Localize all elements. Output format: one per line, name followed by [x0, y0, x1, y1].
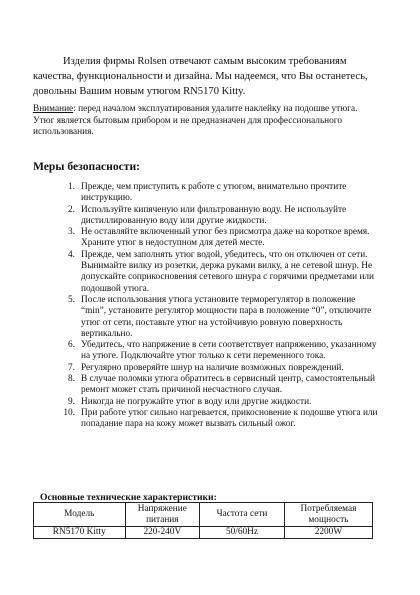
item-text: Прежде, чем заполнять утюг водой, убедитесь, что он отключен от сети. Вынимайте вилку из розетки, держа руками вилку, а не сетевой шнур. Не допускайте соприкосновения сетевого шнура с горячими предметами или подошвой утюга. — [81, 249, 375, 294]
list-item — [57, 363, 379, 374]
intro-paragraph — [33, 54, 381, 99]
warning-label: Внимание — [33, 104, 74, 114]
item-number: 8. — [68, 374, 75, 385]
safety-heading: Меры безопасности: — [33, 160, 140, 173]
item-text: Никогда не погружайте утюг в воду или другие жидкости. — [81, 396, 312, 407]
item-number: 3. — [68, 227, 75, 238]
list-item — [57, 295, 379, 340]
table-row — [34, 527, 373, 539]
item-text: При работе утюг сильно нагревается, прикосновение к подошве утюга или попадание пара на кожу может вызвать сильный ожог. — [81, 407, 378, 430]
warning-block — [33, 104, 385, 139]
item-text: Убедитесь, что напряжение в сети соответствует напряжению, указанному на утюге. Подключайте утюг только к сети переменного тока. — [81, 340, 377, 362]
item-number: 10. — [63, 407, 75, 418]
column-header-power: Потребляемая мощность — [284, 503, 372, 527]
item-text: Не оставляйте включенный утюг без присмотра даже на короткое время. Храните утюг в недоступном для детей месте. — [81, 227, 370, 249]
column-header-voltage: Напряжение питания — [125, 503, 200, 527]
column-header-frequency: Частота сети — [200, 503, 285, 527]
list-item — [57, 408, 379, 431]
professional-use-note: Утюг является бытовым прибором и не предназначен для профессионального использования. — [33, 115, 343, 138]
warning-line — [33, 104, 385, 116]
list-item — [57, 250, 379, 295]
warning-text: : перед началом эксплуатирования удалите наклейку на подошве утюга. — [73, 104, 358, 114]
item-number: 9. — [68, 396, 75, 407]
list-item — [57, 227, 379, 250]
cell-frequency: 50/60Hz — [200, 527, 285, 539]
item-text: В случае поломки утюга обратитесь в сервисный центр, самостоятельный ремонт может стать причиной несчастного случая. — [81, 374, 375, 396]
item-text: После использования утюга установите терморегулятор в положение “min”, установите регулятор мощности пара в положение “0”, отключите утюг от сети, поставьте утюг на устойчивую ровную поверхность вертикально. — [81, 294, 372, 339]
item-text: Регулярно проверяйте шнур на наличие возможных повреждений. — [81, 362, 344, 373]
safety-rules-list — [57, 182, 379, 431]
specs-table — [33, 502, 373, 539]
cell-power: 2200W — [284, 527, 372, 539]
list-item — [57, 340, 379, 363]
item-number: 4. — [68, 249, 75, 260]
list-item — [57, 205, 379, 228]
item-text: Прежде, чем приступить к работе с утюгом, внимательно прочтите инструкцию. — [81, 182, 347, 204]
item-number: 7. — [68, 362, 75, 373]
item-number: 2. — [68, 204, 75, 215]
cell-model: RN5170 Kitty — [34, 527, 126, 539]
list-item — [57, 182, 379, 205]
item-number: 6. — [68, 340, 75, 351]
item-number: 5. — [68, 294, 75, 305]
item-number: 1. — [68, 182, 75, 192]
list-item — [57, 397, 379, 408]
table-header-row — [34, 503, 373, 527]
specs-heading: Основные технические характеристики: — [40, 492, 217, 503]
item-text: Используйте кипяченую или фильтрованную воду. Не используйте дистиллированную воду или другие жидкости. — [81, 204, 347, 226]
cell-voltage: 220-240V — [125, 527, 200, 539]
intro-text: Изделия фирмы Rolsen отвечают самым высоким требованиям качества, функциональности и дизайна. Мы надеемся, что Вы останетесь, довольны Вашим новым утюгом RN5170 Kitty. — [33, 56, 368, 97]
list-item — [57, 374, 379, 397]
column-header-model: Модель — [34, 503, 126, 527]
